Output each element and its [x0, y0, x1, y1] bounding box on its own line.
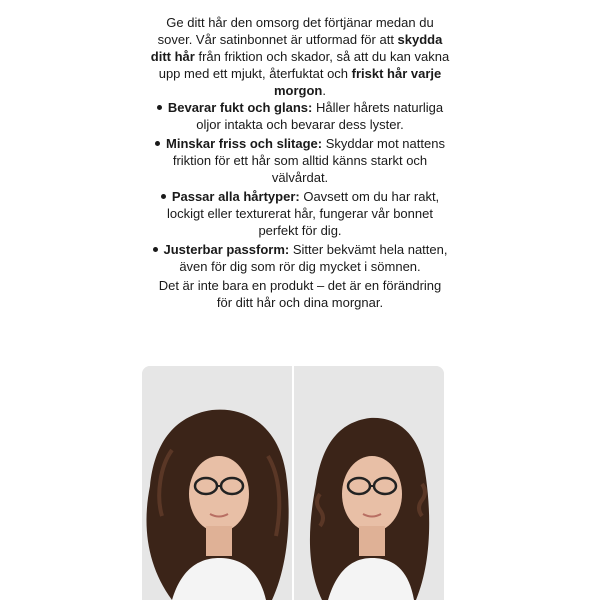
- before-photo: [142, 366, 292, 600]
- intro-text-3: .: [322, 83, 326, 98]
- after-photo: [294, 366, 444, 600]
- intro-text-2: från friktion och skador, så att du kan vakna upp med ett mjukt, återfuktat och: [158, 49, 450, 81]
- woman-portrait-image: [142, 366, 292, 600]
- feature-title: Minskar friss och slitage:: [166, 136, 323, 151]
- feature-text: Oavsett om du har rakt, lockigt eller texturerat hår, fungerar vår bonnet perfekt för dig.: [167, 189, 440, 238]
- intro-bold-2: friskt hår varje morgon: [273, 66, 442, 98]
- before-after-photos: [142, 366, 444, 600]
- feature-title: Passar alla hårtyper:: [171, 189, 300, 204]
- bullet-icon: [161, 194, 166, 199]
- feature-text: Sitter bekvämt hela natten, även för dig som rör dig mycket i sömnen.: [179, 242, 448, 274]
- intro-text-1: Ge ditt hår den omsorg det förtjänar medan du sover. Vår satinbonnet är utformad för att: [157, 15, 434, 47]
- list-item: [150, 135, 450, 186]
- bullet-icon: [157, 105, 162, 110]
- intro-paragraph: [150, 14, 450, 99]
- list-item: [150, 241, 450, 275]
- list-item: [150, 188, 450, 239]
- feature-text: Håller hårets naturliga oljor intakta och bevarar dess lyster.: [196, 100, 444, 132]
- bullet-icon: [153, 247, 158, 252]
- list-item: [150, 99, 450, 133]
- feature-title: Justerbar passform:: [163, 242, 290, 257]
- bullet-icon: [155, 141, 160, 146]
- feature-title: Bevarar fukt och glans:: [167, 100, 313, 115]
- outro-paragraph: Det är inte bara en produkt – det är en förändring för ditt hår och dina morgnar.: [158, 278, 442, 310]
- feature-text: Skyddar mot nattens friktion för ett hår som alltid känns starkt och välvårdat.: [172, 136, 445, 185]
- product-description: [150, 14, 450, 311]
- intro-bold-1: skydda ditt hår: [150, 32, 443, 64]
- feature-list: [150, 99, 450, 275]
- woman-portrait-image: [294, 366, 444, 600]
